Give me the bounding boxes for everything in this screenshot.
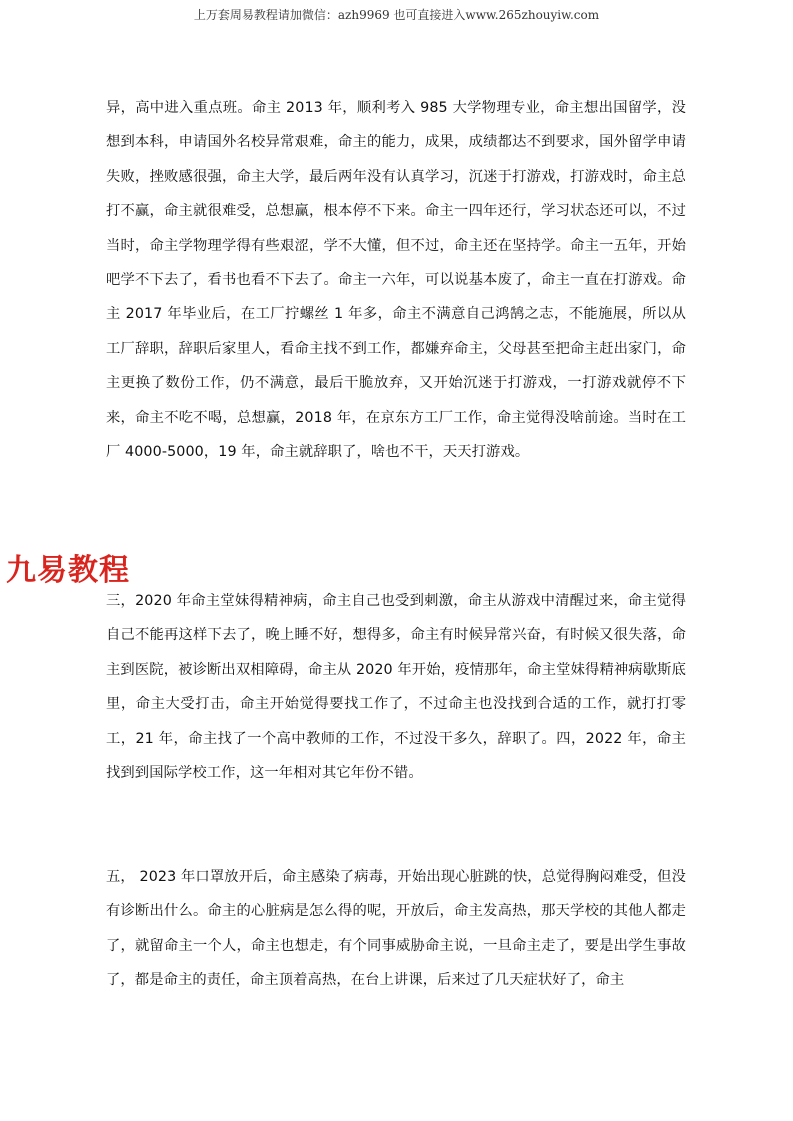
paragraph-2: 三，2020 年命主堂妹得精神病，命主自己也受到刺激，命主从游戏中清醒过来，命主觉得自己不能再这样下去了，晚上睡不好，想得多，命主有时候异常兴奋，有时候又很失落，命主到医院，被诊断出双相障碍，命主从 2020 年开始，疫情那年，命主堂妹得精神病歇斯底里，命主大受打击，命主开始觉得要找工作了，不过命主也没找到合适的工作，就打打零工，21 年，命主找了一个高中教师的工作，不过没干多久，辞职了。四，2022 年，命主找到到国际学校工作，这一年相对其它年份不错。 xyxy=(106,593,686,782)
watermark-text: 九易教程 xyxy=(6,553,130,588)
header-note: 上万套周易教程请加微信：azh9969 也可直接进入www.265zhouyiw.com xyxy=(193,8,600,22)
paragraph-1: 异，高中进入重点班。命主 2013 年，顺利考入 985 大学物理专业，命主想出国留学，没想到本科，申请国外名校异常艰难，命主的能力，成果，成绩都达不到要求，国外留学申请失败，挫败感很强，命主大学，最后两年没有认真学习，沉迷于打游戏，打游戏时，命主总打不赢，命主就很难受，总想赢，根本停不下来。命主一四年还行，学习状态还可以，不过当时，命主学物理学得有些艰涩，学不大懂，但不过，命主还在坚持学。命主一五年，开始吧学不下去了，看书也看不下去了。命主一六年，可以说基本废了，命主一直在打游戏。命主 2017 年毕业后，在工厂拧螺丝 1 年多，命主不满意自己鸿鹄之志，不能施展，所以从工厂辞职，辞职后家里人，看命主找不到工作，都嫌弃命主，父母甚至把命主赶出家门，命主更换了数份工作，仍不满意，最后干脆放弃，又开始沉迷于打游戏，一打游戏就停不下来，命主不吃不喝，总想赢，2018 年，在京东方工厂工作，命主觉得没啥前途。当时在工厂 4000-5000，19 年，命主就辞职了，啥也不干，天天打游戏。 xyxy=(106,100,686,461)
paragraph-3: 五， 2023 年口罩放开后，命主感染了病毒，开始出现心脏跳的快，总觉得胸闷难受，但没有诊断出什么。命主的心脏病是怎么得的呢，开放后，命主发高热，那天学校的其他人都走了，就留命主一个人，命主也想走，有个同事威胁命主说，一旦命主走了，要是出学生事故了，都是命主的责任，命主顶着高热，在台上讲课，后来过了几天症状好了，命主 xyxy=(106,869,686,989)
